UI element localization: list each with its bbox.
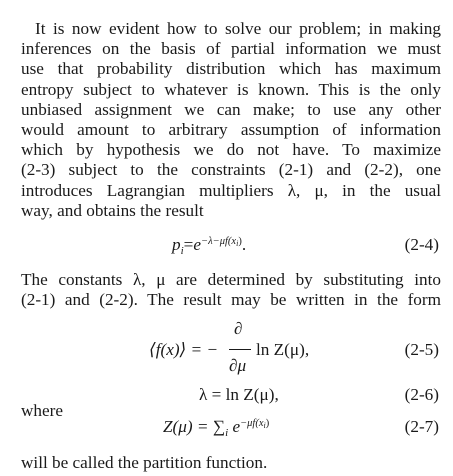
equation-number-2-7: (2-7) — [404, 417, 439, 436]
text-line: entropy subject to whatever is known. This is the only — [21, 79, 441, 99]
eq-fraction-bar — [229, 349, 251, 350]
eq-lhs-subscript: i — [180, 245, 184, 257]
equation-number-2-5: (2-5) — [404, 340, 439, 359]
text-line: which by hypothesis we do not have. To maximize — [21, 140, 441, 160]
text-line: will be called the partition function. — [21, 453, 268, 472]
text-line: use that probability distribution which has maximum — [21, 59, 441, 79]
text-line: (2-3) subject to the constraints (2-1) and (2-2), one — [21, 160, 441, 180]
text-line: It is now evident how to solve our problem; in making — [35, 19, 441, 38]
equation-2-7: $Z(\mu) = \sum_i$ $e^{-\mu f(xi)}$ — [163, 417, 270, 439]
eq-equals: = — [183, 235, 194, 254]
text-line: way, and obtains the result — [21, 200, 204, 220]
paragraph-partition-function — [21, 453, 441, 473]
equation-number-2-4: (2-4) — [404, 235, 439, 254]
paragraph-maximum-entropy — [21, 19, 441, 221]
eq-lhs: p — [172, 235, 181, 254]
equation-number-2-6: (2-6) — [404, 385, 439, 404]
paragraph-constants — [21, 270, 441, 310]
text-line: unbiased assignment we can make; to use any other — [21, 99, 441, 119]
text-line: introduces Lagrangian multipliers λ, μ, in the usual — [21, 180, 441, 200]
equation-2-4 — [172, 235, 246, 255]
text-line: The constants λ, μ are determined by substituting into — [21, 270, 441, 289]
equation-2-5-rhs: ln Z(μ), — [256, 340, 310, 359]
eq-partial-denominator: ∂μ — [229, 356, 247, 375]
eq-partial-numerator: ∂ — [234, 319, 243, 338]
eq-exponent: −λ−μf(xi) — [201, 236, 242, 248]
eq-base: e — [193, 235, 201, 254]
text-line: (2-1) and (2-2). The result may be written in the form — [21, 290, 441, 310]
eq-period: . — [241, 235, 247, 254]
equation-2-5-lhs: ⟨f(x)⟩ = − — [149, 340, 219, 359]
equation-2-6: λ = ln Z(μ), — [199, 385, 279, 404]
where-word: where — [21, 401, 63, 420]
text-line: inferences on the basis of partial information we must — [21, 39, 441, 59]
text-line: would amount to arbitrary assumption of information — [21, 119, 441, 139]
